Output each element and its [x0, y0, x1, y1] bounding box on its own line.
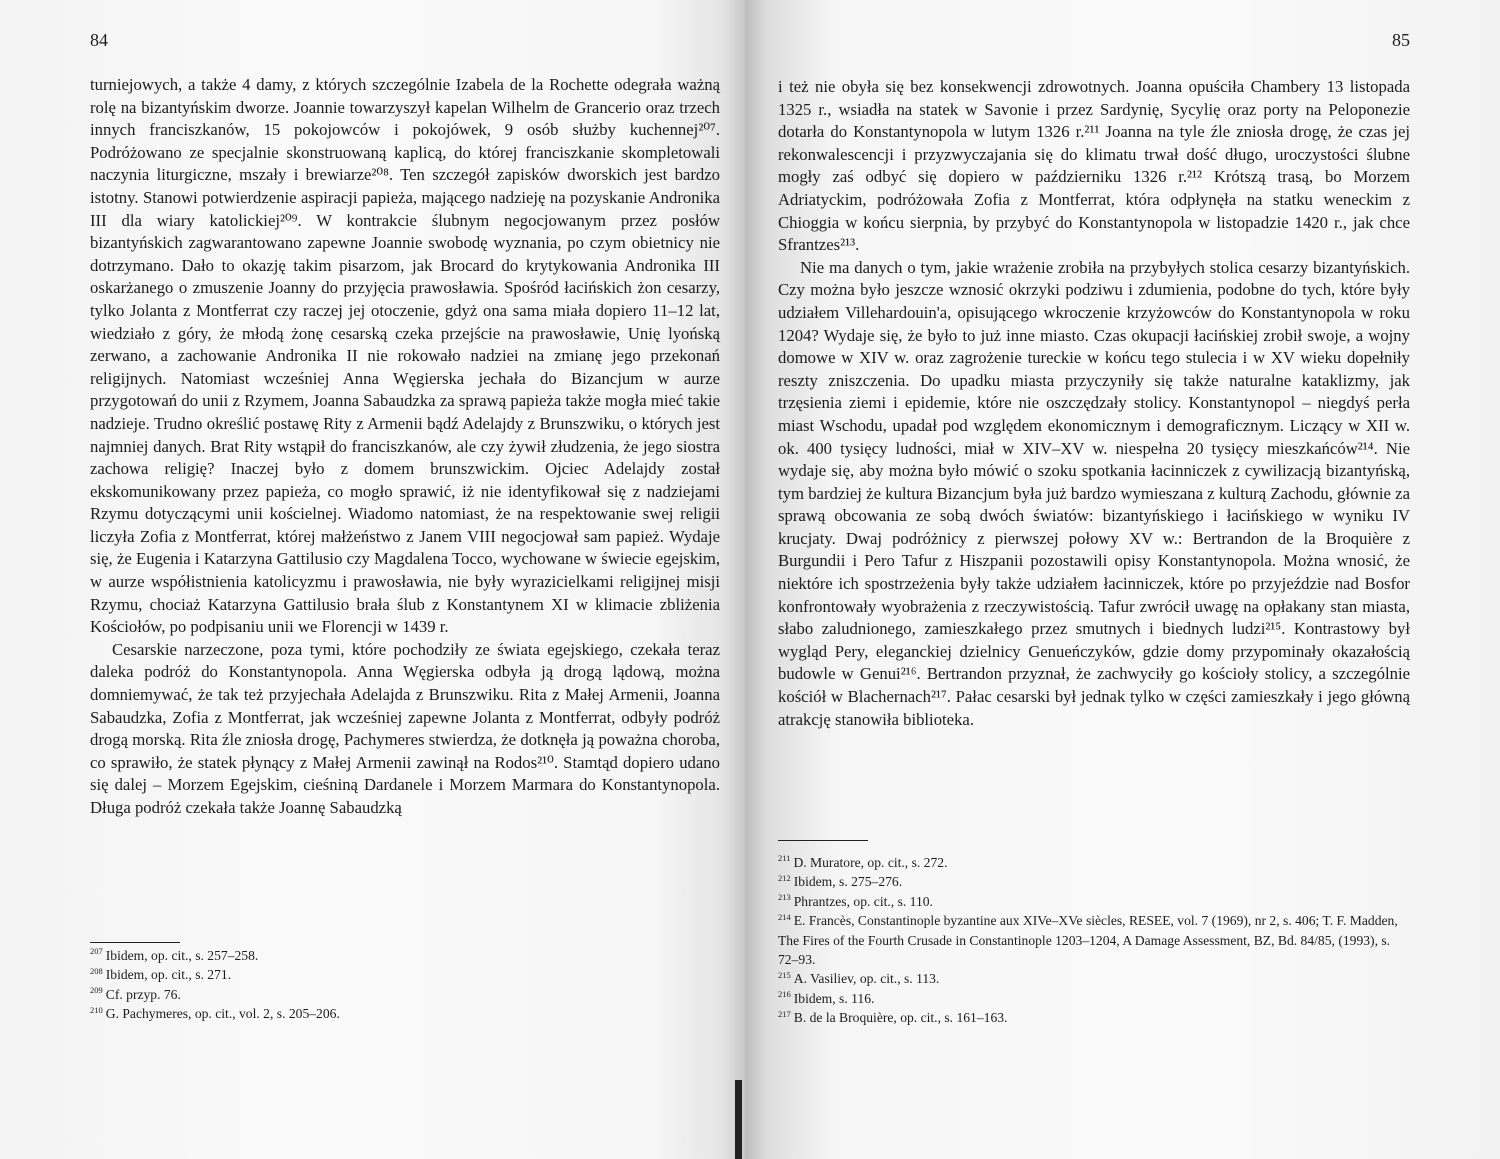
left-page: [0, 0, 745, 1159]
footnote: $^{212}$ Ibidem, s. 275–276.: [778, 872, 903, 890]
page-number-left: 84: [90, 30, 108, 50]
footnote: $^{216}$ Ibidem, s. 116.: [778, 989, 875, 1006]
page-number-right: 85: [1392, 30, 1410, 50]
footnote: $^{213}$ Phrantzes, op. cit., s. 110.: [778, 892, 933, 909]
footnotes-left: [90, 946, 720, 1024]
paragraph: turniejowych, a także 4 damy, z których szczególnie Izabela de la Rochette odegrała ważną rolę na bizantyńskim dworze. Joannie towarzyszył kapelan Wilhelm de Grancerio oraz trzech innych franciszkanów, 15 pokojowców i pokojówek, 9 osób służby kuchennej²⁰⁷. Podróżowano ze specjalnie skonstruowaną kaplicą, do której franciszkanie skompletowali naczynia liturgiczne, mszały i brewiarze²⁰⁸. Ten szczegół zapisków dworskich jest bardzo istotny. Stanowi potwierdzenie aspiracji papieża, mającego nadzieję na pozyskanie Andronika III dla wiary katolickiej²⁰⁹. W kontrakcie ślubnym negocjowanym przez posłów bizantyńskich zagwarantowano zapewne Joannie swobodę wyznania, po czym obietnicy nie dotrzymano. Dało to okazję takim pisarzom, jak Brocard do krytykowania Andronika III oskarżanego o zmuszenie Joanny do przyjęcia prawosławia. Spośród łacińskich żon cesarzy, tylko Jolanta z Montferrat czy raczej jej otoczenie, gdyż ona sama miała dopiero 11–12 lat, wiedziało z góry, że młodą żonę cesarską czeka przejście na prawosławie, Unię lyońską zerwano, a zachowanie Andronika II nie rokowało nadziei na zmianę jego przekonań religijnych. Natomiast wcześniej Anna Węgierska jechała do Bizancjum w aurze przygotowań do unii z Rzymem, Joanna Sabaudzka za sprawą papieża także mogła mieć takie nadzieje. Trudno określić postawę Rity z Armenii bądź Adelajdy z Brunszwiku, o których jest najmniej danych. Brat Rity wstąpił do franciszkanów, ale czy żywił złudzenia, że jego siostra zachowa religię? Inaczej było z domem brunszwickim. Ojciec Adelajdy został ekskomunikowany przez papieża, co mogło sprawić, iż nie identyfikował się z nadziejami Rzymu dotyczącymi unii kościelnej. Wiadomo natomiast, że na respektowanie swej religii liczyła Zofia z Montferrat, której małżeństwo z Janem VIII negocjował sam papież. Wydaje się, że Eugenia i Katarzyna Gattilusio czy Magdalena Tocco, wychowane w świecie egejskim, w aurze współistnienia katolicyzmu i prawosławia, nie były wyrazicielkami religijnej misji Rzymu, chociaż Katarzyna Gattilusio brała ślub z Konstantynem XI w klimacie zbliżenia Kościołów, po podpisaniu unii we Florencji w 1439 r.: [90, 75, 720, 637]
binding-gutter: [735, 1080, 742, 1159]
footnote: $^{209}$ Cf. przyp. 76.: [90, 985, 181, 1002]
footnote: $^{211}$ D. Muratore, op. cit., s. 272.: [778, 853, 948, 870]
body-text-right: [778, 76, 1410, 731]
footnote: $^{207}$ Ibidem, op. cit., s. 257–258.: [90, 946, 259, 963]
paragraph: Nie ma danych o tym, jakie wrażenie zrobiła na przybyłych stolica cesarzy bizantyńskich. Czy można było jeszcze wznosić okrzyki podziwu i zdumienia, podobne do tych, które były udziałem Villehardouin'a, opisującego wkroczenie krzyżowców do Konstantynopola w roku 1204? Wydaje się, że było to już inne miasto. Czas okupacji łacińskiej zrobił swoje, a wojny domowe w XIV w. oraz zagrożenie tureckie w końcu tego stulecia i w XV wieku dopełniły reszty zniszczenia. Do upadku miasta przyczyniły się także naturalne kataklizmy, jak trzęsienia ziemi i epidemie, które nie oszczędzały stolicy. Konstantynopol – niegdyś perła miast Wschodu, upadał pod względem ekonomicznym i demograficznym. Liczący w XII w. ok. 400 tysięcy ludności, miał w XIV–XV w. niespełna 20 tysięcy mieszkańców²¹⁴. Nie wydaje się, aby można było mówić o szoku spotkania łacinniczek z cywilizacją bizantyńską, tym bardziej że kultura Bizancjum była już bardzo wymieszana z kulturą Zachodu, głównie za sprawą obcowania ze sobą dwóch światów: bizantyńskiego i łacińskiego w wyniku IV krucjaty. Dwaj podróżnicy z pierwszej połowy XV w.: Bertrandon de la Broquière z Burgundii i Pero Tafur z Hiszpanii pozostawili opisy Konstantynopola. Można wnosić, że niektóre ich spostrzeżenia były także udziałem łacinniczek, które po przyjeździe nad Bosfor konfrontowały wyobrażenia z rzeczywistością. Tafur zwrócił uwagę na opłakany stan miasta, słabo zaludnionego, zamieszkałego przez smutnych i biednych ludzi²¹⁵. Kontrastowy był wygląd Pery, eleganckiej dzielnicy Genueńczyków, gdzie domy przypominały okazałością budowle w Genui²¹⁶. Bertrandon przyznał, że zachwyciły go kościoły stolicy, a szczególnie kościół w Blachernach²¹⁷. Pałac cesarski był jednak tylko w części zamieszkały i jego główną atrakcję stanowiła biblioteka.: [778, 257, 1410, 729]
body-text-left: [90, 74, 720, 820]
footnote-divider: [778, 840, 868, 841]
paragraph: Cesarskie narzeczone, poza tymi, które pochodziły ze świata egejskiego, czekała teraz daleka podróż do Konstantynopola. Anna Węgierska odbyła ją drogą lądową, można domniemywać, że tak też przyjechała Adelajda z Brunszwiku. Rita z Małej Armenii, Joanna Sabaudzka, Zofia z Montferrat, jak wcześniej zapewne Jolanta z Montferrat, odbyły podróż drogą morską. Rita źle zniosła drogę, Pachymeres stwierdza, że dotknęła ją poważna choroba, co sprawiło, że statek płynący z Małej Armenii zawinął na Rodos²¹⁰. Stamtąd dopiero udano się dalej – Morzem Egejskim, cieśniną Dardanele i Morzem Marmara do Konstantynopola. Długa podróż czekała także Joannę Sabaudzką: [90, 639, 720, 817]
footnote: $^{210}$ G. Pachymeres, op. cit., vol. 2, s. 205–206.: [90, 1004, 340, 1022]
footnote: $^{214}$ E. Francès, Constantinople byzantine aux XIVe–XVe siècles, RESEE, vol. 7 (1969), nr 2, s. 406; T. F. Madden, The Fires of the Fourth Crusade in Constantinople 1203–1204, A Damage Assessment, BZ, Bd. 84/85, (1993), s. 72–93.: [778, 911, 1398, 968]
footnote: $^{215}$ A. Vasiliev, op. cit., s. 113.: [778, 969, 940, 987]
footnote: $^{217}$ B. de la Broquière, op. cit., s. 161–163.: [778, 1008, 1008, 1026]
paragraph: i też nie obyła się bez konsekwencji zdrowotnych. Joanna opuściła Chambery 13 listopada 1325 r., wsiadła na statek w Savonie i przez Sardynię, Sycylię oraz porty na Peloponezie dotarła do Konstantynopola w lutym 1326 r.²¹¹ Joanna na tyle źle zniosła drogę, że czas jej rekonwalescencji i przyzwyczajania się do klimatu trwał dość długo, uroczystości ślubne mogły zaś odbyć się dopiero w październiku 1326 r.²¹² Krótszą trasą, bo Morzem Adriatyckim, podróżowała Zofia z Montferrat, która odpłynęła na statku weneckim z Chioggia w końcu sierpnia, by przybyć do Konstantynopola w listopadzie 1420 r., jak chce Sfrantzes²¹³.: [778, 77, 1410, 255]
footnote: $^{208}$ Ibidem, op. cit., s. 271.: [90, 965, 232, 983]
footnote-divider: [90, 942, 180, 943]
right-page: [745, 0, 1500, 1159]
footnotes-right: [778, 853, 1410, 1028]
